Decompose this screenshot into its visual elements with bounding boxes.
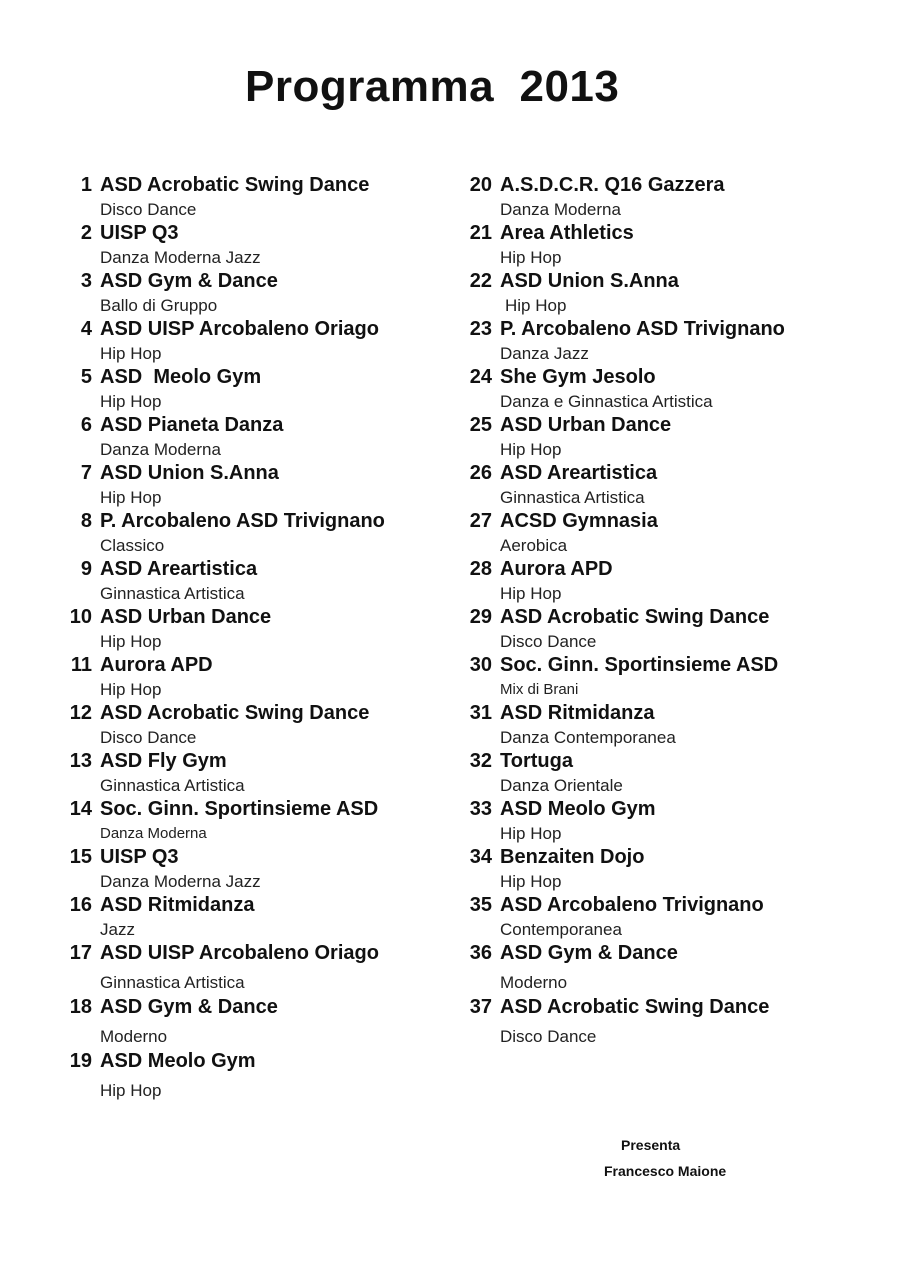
program-entry bbox=[62, 220, 442, 268]
entry-number: 10 bbox=[69, 606, 92, 628]
entry-club: ASD Urban Dance bbox=[100, 606, 272, 628]
entry-number: 21 bbox=[469, 222, 492, 244]
entry-number: 15 bbox=[69, 846, 92, 868]
entry-number: 1 bbox=[80, 174, 92, 196]
entry-number: 26 bbox=[469, 462, 492, 484]
program-column-left bbox=[62, 172, 442, 1102]
entry-club: ASD Fly Gym bbox=[100, 750, 227, 772]
entry-number: 20 bbox=[469, 174, 492, 196]
entry-number: 29 bbox=[469, 606, 492, 628]
entry-discipline: Ballo di Gruppo bbox=[100, 296, 218, 315]
program-entry bbox=[62, 460, 442, 508]
entry-club: ASD UISP Arcobaleno Oriago bbox=[100, 318, 379, 340]
entry-number: 18 bbox=[69, 996, 92, 1018]
program-entry bbox=[62, 556, 442, 604]
entry-club: ASD Acrobatic Swing Dance bbox=[500, 996, 770, 1018]
entry-club: She Gym Jesolo bbox=[500, 366, 656, 388]
entry-number: 11 bbox=[70, 654, 92, 676]
entry-number: 22 bbox=[469, 270, 492, 292]
entry-club: Aurora APD bbox=[500, 558, 613, 580]
entry-club: ASD Areartistica bbox=[100, 558, 258, 580]
entry-club: P. Arcobaleno ASD Trivignano bbox=[500, 318, 785, 340]
entry-club: ASD Meolo Gym bbox=[100, 1050, 256, 1072]
program-entry bbox=[62, 508, 442, 556]
entry-number: 8 bbox=[80, 510, 92, 532]
program-entry bbox=[62, 940, 442, 994]
entry-number: 27 bbox=[469, 510, 492, 532]
entry-club: Soc. Ginn. Sportinsieme ASD bbox=[100, 798, 379, 820]
program-entry bbox=[462, 268, 882, 316]
entry-club: UISP Q3 bbox=[100, 846, 179, 868]
entry-discipline: Danza Moderna Jazz bbox=[100, 248, 261, 267]
entry-number: 36 bbox=[469, 942, 492, 964]
program-entry bbox=[62, 748, 442, 796]
entry-number: 34 bbox=[469, 846, 492, 868]
entry-number: 35 bbox=[469, 894, 492, 916]
entry-discipline: Hip Hop bbox=[500, 824, 562, 843]
entry-discipline: Hip Hop bbox=[100, 344, 162, 363]
entry-discipline: Ginnastica Artistica bbox=[500, 488, 645, 507]
program-entry bbox=[462, 892, 882, 940]
program-entry bbox=[62, 364, 442, 412]
presenter-name: Francesco Maione bbox=[604, 1163, 727, 1179]
entry-discipline: Hip Hop bbox=[100, 1081, 162, 1100]
program-entry bbox=[462, 604, 882, 652]
entry-club: ASD Gym & Dance bbox=[100, 996, 278, 1018]
entry-club: UISP Q3 bbox=[100, 222, 179, 244]
program-entry bbox=[62, 652, 442, 700]
program-entry bbox=[62, 892, 442, 940]
program-entry bbox=[462, 700, 882, 748]
entry-number: 3 bbox=[80, 270, 92, 292]
program-entry bbox=[462, 652, 882, 700]
program-entry bbox=[462, 940, 882, 994]
program-entry bbox=[462, 220, 882, 268]
program-entry bbox=[462, 844, 882, 892]
program-entry bbox=[62, 994, 442, 1048]
entry-club: Benzaiten Dojo bbox=[500, 846, 645, 868]
entry-club: ASD Meolo Gym bbox=[500, 798, 656, 820]
entry-club: ASD Meolo Gym bbox=[100, 366, 262, 388]
program-entry bbox=[462, 748, 882, 796]
entry-number: 19 bbox=[69, 1050, 92, 1072]
entry-discipline: Moderno bbox=[100, 1027, 168, 1046]
entry-number: 9 bbox=[80, 558, 92, 580]
entry-club: ASD Arcobaleno Trivignano bbox=[500, 894, 764, 916]
entry-club: ASD Union S.Anna bbox=[100, 462, 279, 484]
entry-club: ASD Union S.Anna bbox=[500, 270, 679, 292]
program-entry bbox=[62, 796, 442, 844]
program-entry bbox=[462, 796, 882, 844]
entry-number: 28 bbox=[469, 558, 492, 580]
entry-club: ASD Gym & Dance bbox=[500, 942, 678, 964]
entry-club: ASD Pianeta Danza bbox=[100, 414, 284, 436]
entry-discipline: Hip Hop bbox=[500, 584, 562, 603]
entry-discipline: Contemporanea bbox=[500, 920, 622, 939]
entry-discipline: Aerobica bbox=[500, 536, 568, 555]
entry-discipline: Ginnastica Artistica bbox=[100, 973, 245, 992]
entry-discipline: Jazz bbox=[100, 920, 135, 939]
entry-discipline: Hip Hop bbox=[505, 296, 567, 315]
entry-discipline: Hip Hop bbox=[100, 632, 162, 651]
program-entry bbox=[462, 556, 882, 604]
entry-club: Tortuga bbox=[500, 750, 573, 772]
entry-discipline: Disco Dance bbox=[500, 1027, 597, 1046]
entry-club: ASD Ritmidanza bbox=[100, 894, 255, 916]
entry-number: 5 bbox=[80, 366, 92, 388]
entry-club: A.S.D.C.R. Q16 Gazzera bbox=[500, 174, 725, 196]
entry-number: 17 bbox=[69, 942, 92, 964]
entry-discipline: Hip Hop bbox=[500, 248, 562, 267]
program-entry bbox=[62, 268, 442, 316]
entry-number: 23 bbox=[469, 318, 492, 340]
entry-discipline: Danza Moderna bbox=[100, 825, 207, 842]
entry-discipline: Classico bbox=[100, 536, 165, 555]
entry-number: 12 bbox=[69, 702, 92, 724]
program-entry bbox=[62, 700, 442, 748]
entry-number: 4 bbox=[80, 318, 92, 340]
entry-club: Area Athletics bbox=[500, 222, 634, 244]
program-entry bbox=[462, 412, 882, 460]
entry-number: 33 bbox=[469, 798, 492, 820]
entry-discipline: Hip Hop bbox=[100, 392, 162, 411]
entry-number: 24 bbox=[469, 366, 492, 388]
presenta-label: Presenta bbox=[621, 1137, 681, 1153]
entry-number: 2 bbox=[80, 222, 92, 244]
entry-discipline: Danza e Ginnastica Artistica bbox=[500, 392, 713, 411]
entry-number: 30 bbox=[469, 654, 492, 676]
entry-discipline: Danza Moderna bbox=[500, 200, 621, 219]
entry-number: 31 bbox=[469, 702, 492, 724]
entry-club: ASD Ritmidanza bbox=[500, 702, 655, 724]
entry-discipline: Mix di Brani bbox=[500, 681, 579, 698]
entry-discipline: Danza Orientale bbox=[500, 776, 623, 795]
entry-discipline: Disco Dance bbox=[100, 200, 197, 219]
entry-discipline: Hip Hop bbox=[500, 440, 562, 459]
entry-number: 25 bbox=[469, 414, 492, 436]
program-entry bbox=[62, 172, 442, 220]
program-entry bbox=[462, 994, 882, 1048]
entry-club: ASD Areartistica bbox=[500, 462, 658, 484]
entry-club: ASD Acrobatic Swing Dance bbox=[100, 174, 370, 196]
entry-number: 14 bbox=[69, 798, 92, 820]
entry-club: ACSD Gymnasia bbox=[500, 510, 658, 532]
entry-discipline: Danza Moderna bbox=[100, 440, 221, 459]
entry-discipline: Danza Contemporanea bbox=[500, 728, 676, 747]
entry-number: 37 bbox=[469, 996, 492, 1018]
entry-club: ASD Urban Dance bbox=[500, 414, 672, 436]
entry-club: ASD Gym & Dance bbox=[100, 270, 278, 292]
entry-club: ASD Acrobatic Swing Dance bbox=[100, 702, 370, 724]
entry-number: 16 bbox=[69, 894, 92, 916]
entry-discipline: Ginnastica Artistica bbox=[100, 584, 245, 603]
program-entry bbox=[462, 460, 882, 508]
program-entry bbox=[62, 604, 442, 652]
program-entry bbox=[62, 1048, 442, 1102]
entry-discipline: Ginnastica Artistica bbox=[100, 776, 245, 795]
entry-club: Soc. Ginn. Sportinsieme ASD bbox=[500, 654, 779, 676]
entry-club: ASD UISP Arcobaleno Oriago bbox=[100, 942, 379, 964]
entry-discipline: Danza Jazz bbox=[500, 344, 589, 363]
entry-discipline: Disco Dance bbox=[500, 632, 597, 651]
program-column-right bbox=[462, 172, 882, 1048]
program-entry bbox=[462, 316, 882, 364]
entry-discipline: Disco Dance bbox=[100, 728, 197, 747]
entry-discipline: Danza Moderna Jazz bbox=[100, 872, 261, 891]
program-entry bbox=[62, 316, 442, 364]
entry-number: 32 bbox=[469, 750, 492, 772]
program-entry bbox=[462, 364, 882, 412]
entry-discipline: Moderno bbox=[500, 973, 568, 992]
entry-discipline: Hip Hop bbox=[100, 680, 162, 699]
entry-club: Aurora APD bbox=[100, 654, 213, 676]
entry-number: 6 bbox=[80, 414, 92, 436]
program-entry bbox=[462, 172, 882, 220]
entry-number: 7 bbox=[80, 462, 92, 484]
program-entry bbox=[62, 844, 442, 892]
entry-discipline: Hip Hop bbox=[100, 488, 162, 507]
entry-number: 13 bbox=[69, 750, 92, 772]
page-title: Programma 2013 bbox=[245, 62, 620, 111]
entry-club: P. Arcobaleno ASD Trivignano bbox=[100, 510, 385, 532]
entry-club: ASD Acrobatic Swing Dance bbox=[500, 606, 770, 628]
program-entry bbox=[462, 508, 882, 556]
program-entry bbox=[62, 412, 442, 460]
entry-discipline: Hip Hop bbox=[500, 872, 562, 891]
